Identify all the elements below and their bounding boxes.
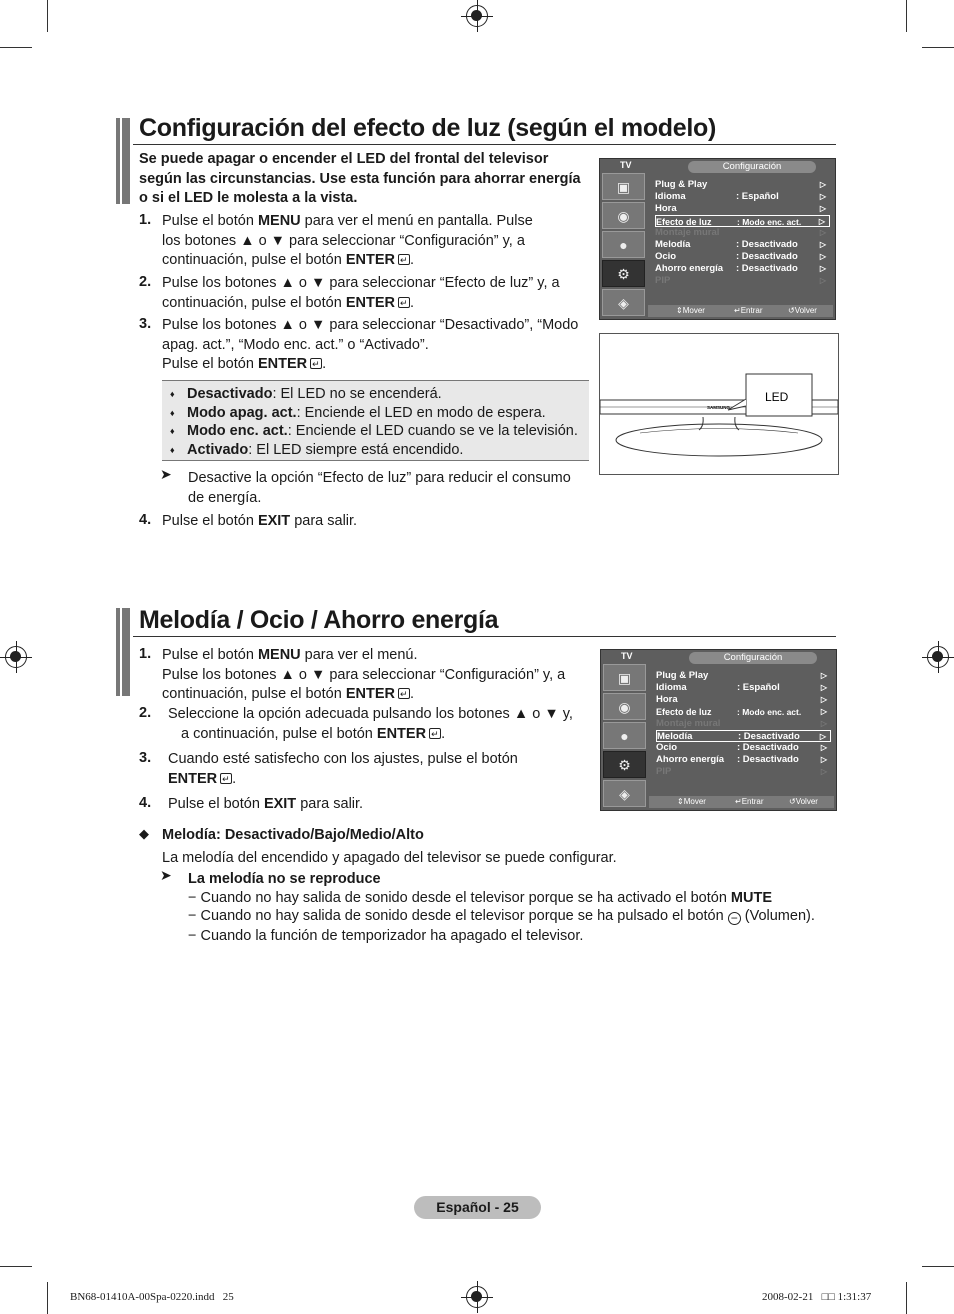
file-name: BN68-01410A-00Spa-0220.indd 25	[70, 1291, 234, 1303]
section1-title: Configuración del efecto de luz (según el modelo)	[139, 114, 717, 142]
brand-logo: SAMSUNG	[707, 405, 731, 410]
section2-step1: Pulse el botón MENU para ver el menú. Pulse los botones ▲ o ▼ para seleccionar “Configuración” y, a continuación, pulse el botón ENTER↵ .	[162, 646, 565, 705]
section1-note: Desactive la opción “Efecto de luz” para reducir el consumo de energía.	[188, 470, 571, 506]
menu-sidebar	[602, 173, 647, 313]
options-list	[162, 380, 589, 461]
option-item: ♦ Desactivado: El LED no se encenderá.	[162, 385, 589, 404]
crop-mark	[0, 47, 32, 48]
step-number: 4.	[139, 795, 152, 811]
sound-icon: ◉	[603, 693, 646, 720]
menu-row: Idioma : Español ▷	[656, 682, 827, 693]
section2-step4: Pulse el botón EXIT para salir.	[168, 796, 364, 812]
enter-icon	[398, 254, 410, 265]
crop-mark	[906, 1282, 907, 1314]
option-item: ♦ Modo apag. act.: Enciende el LED en modo de espera.	[162, 404, 589, 423]
registration-mark-icon	[466, 5, 488, 27]
registration-mark-icon	[466, 1286, 488, 1308]
crop-mark	[0, 1266, 32, 1267]
channel-icon: ●	[602, 231, 645, 258]
section-marker	[116, 608, 130, 696]
menu-row: Melodía : Desactivado ▷	[655, 239, 826, 250]
crop-mark	[47, 1282, 48, 1314]
step-number: 2.	[139, 274, 152, 290]
sound-icon: ◉	[602, 202, 645, 229]
crop-mark	[906, 0, 907, 32]
page-number-badge: Español - 25	[414, 1196, 541, 1219]
menu-row: Plug & Play ▷	[656, 670, 827, 681]
menu-row: Ocio : Desactivado ▷	[655, 251, 826, 262]
menu-row: PIP ▷	[656, 766, 827, 777]
note-item: − Cuando no hay salida de sonido desde el televisor porque se ha activado el botón MUTE	[188, 890, 773, 906]
tv-front-drawing	[600, 334, 838, 474]
registration-mark-icon	[927, 646, 949, 668]
menu-row: Efecto de luz : Modo enc. act. ▷	[656, 707, 827, 717]
section1-step2: Pulse los botones ▲ o ▼ para seleccionar “Efecto de luz” y, a continuación, pulse el botón ENTER↵ .	[162, 274, 560, 313]
menu-footer: ⇕ Mover ↵ Entrar ↺ Volver	[649, 796, 834, 808]
tv-label: TV	[620, 160, 632, 170]
note-item: − Cuando la función de temporizador ha apagado el televisor.	[188, 928, 584, 944]
note-arrow-icon: ➤	[160, 466, 172, 482]
tv-label: TV	[621, 651, 633, 661]
step-number: 1.	[139, 646, 152, 662]
crop-mark	[922, 1266, 954, 1267]
picture-icon: ▣	[603, 664, 646, 691]
menu-row: Idioma : Español ▷	[655, 191, 826, 202]
enter-icon	[220, 773, 232, 784]
step-number: 4.	[139, 512, 152, 528]
note-title: La melodía no se reproduce	[188, 871, 381, 887]
enter-icon	[310, 358, 322, 369]
tv-menu-screen	[600, 649, 837, 811]
input-icon: ◈	[602, 289, 645, 316]
crop-mark	[922, 47, 954, 48]
option-item: ♦ Modo enc. act.: Enciende el LED cuando se ve la televisión.	[162, 422, 589, 441]
menu-tab: Configuración	[688, 161, 816, 173]
registration-mark-icon	[5, 646, 27, 668]
note-item: − Cuando no hay salida de sonido desde el televisor porque se ha pulsado el botón − (Volumen).	[188, 908, 815, 925]
section1-step1: Pulse el botón MENU para ver el menú en pantalla. Pulse los botones ▲ o ▼ para seleccionar “Configuración” y, a continuación, pulse el botón ENTER↵ .	[162, 212, 533, 271]
menu-footer: ⇕ Mover ↵ Entrar ↺ Volver	[648, 305, 833, 317]
menu-row: Ahorro energía : Desactivado ▷	[655, 263, 826, 274]
menu-sidebar	[603, 664, 648, 804]
menu-row: Plug & Play ▷	[655, 179, 826, 190]
menu-row: Ahorro energía : Desactivado ▷	[656, 754, 827, 765]
note-arrow-icon: ➤	[160, 867, 172, 883]
enter-icon	[398, 688, 410, 699]
menu-row: Ocio : Desactivado ▷	[656, 742, 827, 753]
melodia-heading: Melodía: Desactivado/Bajo/Medio/Alto	[162, 827, 424, 843]
enter-icon	[398, 297, 410, 308]
section1-step3: Pulse los botones ▲ o ▼ para seleccionar “Desactivado”, “Modo apag. act.”, “Modo enc. act.” o “Activado”. Pulse el botón ENTER↵ .	[162, 316, 578, 375]
step-number: 2.	[139, 705, 152, 721]
volume-minus-icon: −	[728, 912, 741, 925]
menu-tab: Configuración	[689, 652, 817, 664]
section1-intro: Se puede apagar o encender el LED del frontal del televisor según las circunstancias. Use esta función para ahorrar energía o si el LED le molesta a la vista.	[139, 151, 581, 206]
menu-row: Montaje mural ▷	[656, 718, 827, 729]
menu-row: Hora ▷	[655, 203, 826, 214]
title-rule	[133, 144, 836, 145]
menu-row: Hora ▷	[656, 694, 827, 705]
title-rule	[133, 636, 836, 637]
print-date: 2008-02-21 □□ 1:31:37	[762, 1291, 872, 1303]
menu-row: PIP ▷	[655, 275, 826, 286]
melodia-description: La melodía del encendido y apagado del televisor se puede configurar.	[162, 850, 617, 866]
step-number: 1.	[139, 212, 152, 228]
option-item: ♦ Activado: El LED siempre está encendido.	[162, 441, 589, 460]
step-number: 3.	[139, 316, 152, 332]
menu-row-selected: Efecto de luz : Modo enc. act. ▷	[655, 215, 830, 227]
setup-gear-icon: ⚙	[602, 260, 645, 287]
led-label: LED	[765, 390, 789, 404]
menu-row-selected: Melodía : Desactivado ▷	[656, 730, 831, 742]
section2-step2: Seleccione la opción adecuada pulsando los botones ▲ o ▼ y, a continuación, pulse el botón ENTER↵ .	[168, 705, 573, 744]
diamond-bullet-icon: ◆	[139, 826, 149, 841]
channel-icon: ●	[603, 722, 646, 749]
section-marker	[116, 118, 130, 204]
section2-title: Melodía / Ocio / Ahorro energía	[139, 606, 499, 634]
enter-icon	[429, 728, 441, 739]
setup-gear-icon: ⚙	[603, 751, 646, 778]
step-number: 3.	[139, 750, 152, 766]
section2-step3: Cuando esté satisfecho con los ajustes, pulse el botón ENTER↵ .	[168, 750, 518, 789]
led-illustration	[599, 333, 839, 475]
section1-step4: Pulse el botón EXIT para salir.	[162, 513, 358, 529]
input-icon: ◈	[603, 780, 646, 807]
crop-mark	[47, 0, 48, 32]
menu-row: Montaje mural ▷	[655, 227, 826, 238]
tv-menu-screen	[599, 158, 836, 320]
picture-icon: ▣	[602, 173, 645, 200]
